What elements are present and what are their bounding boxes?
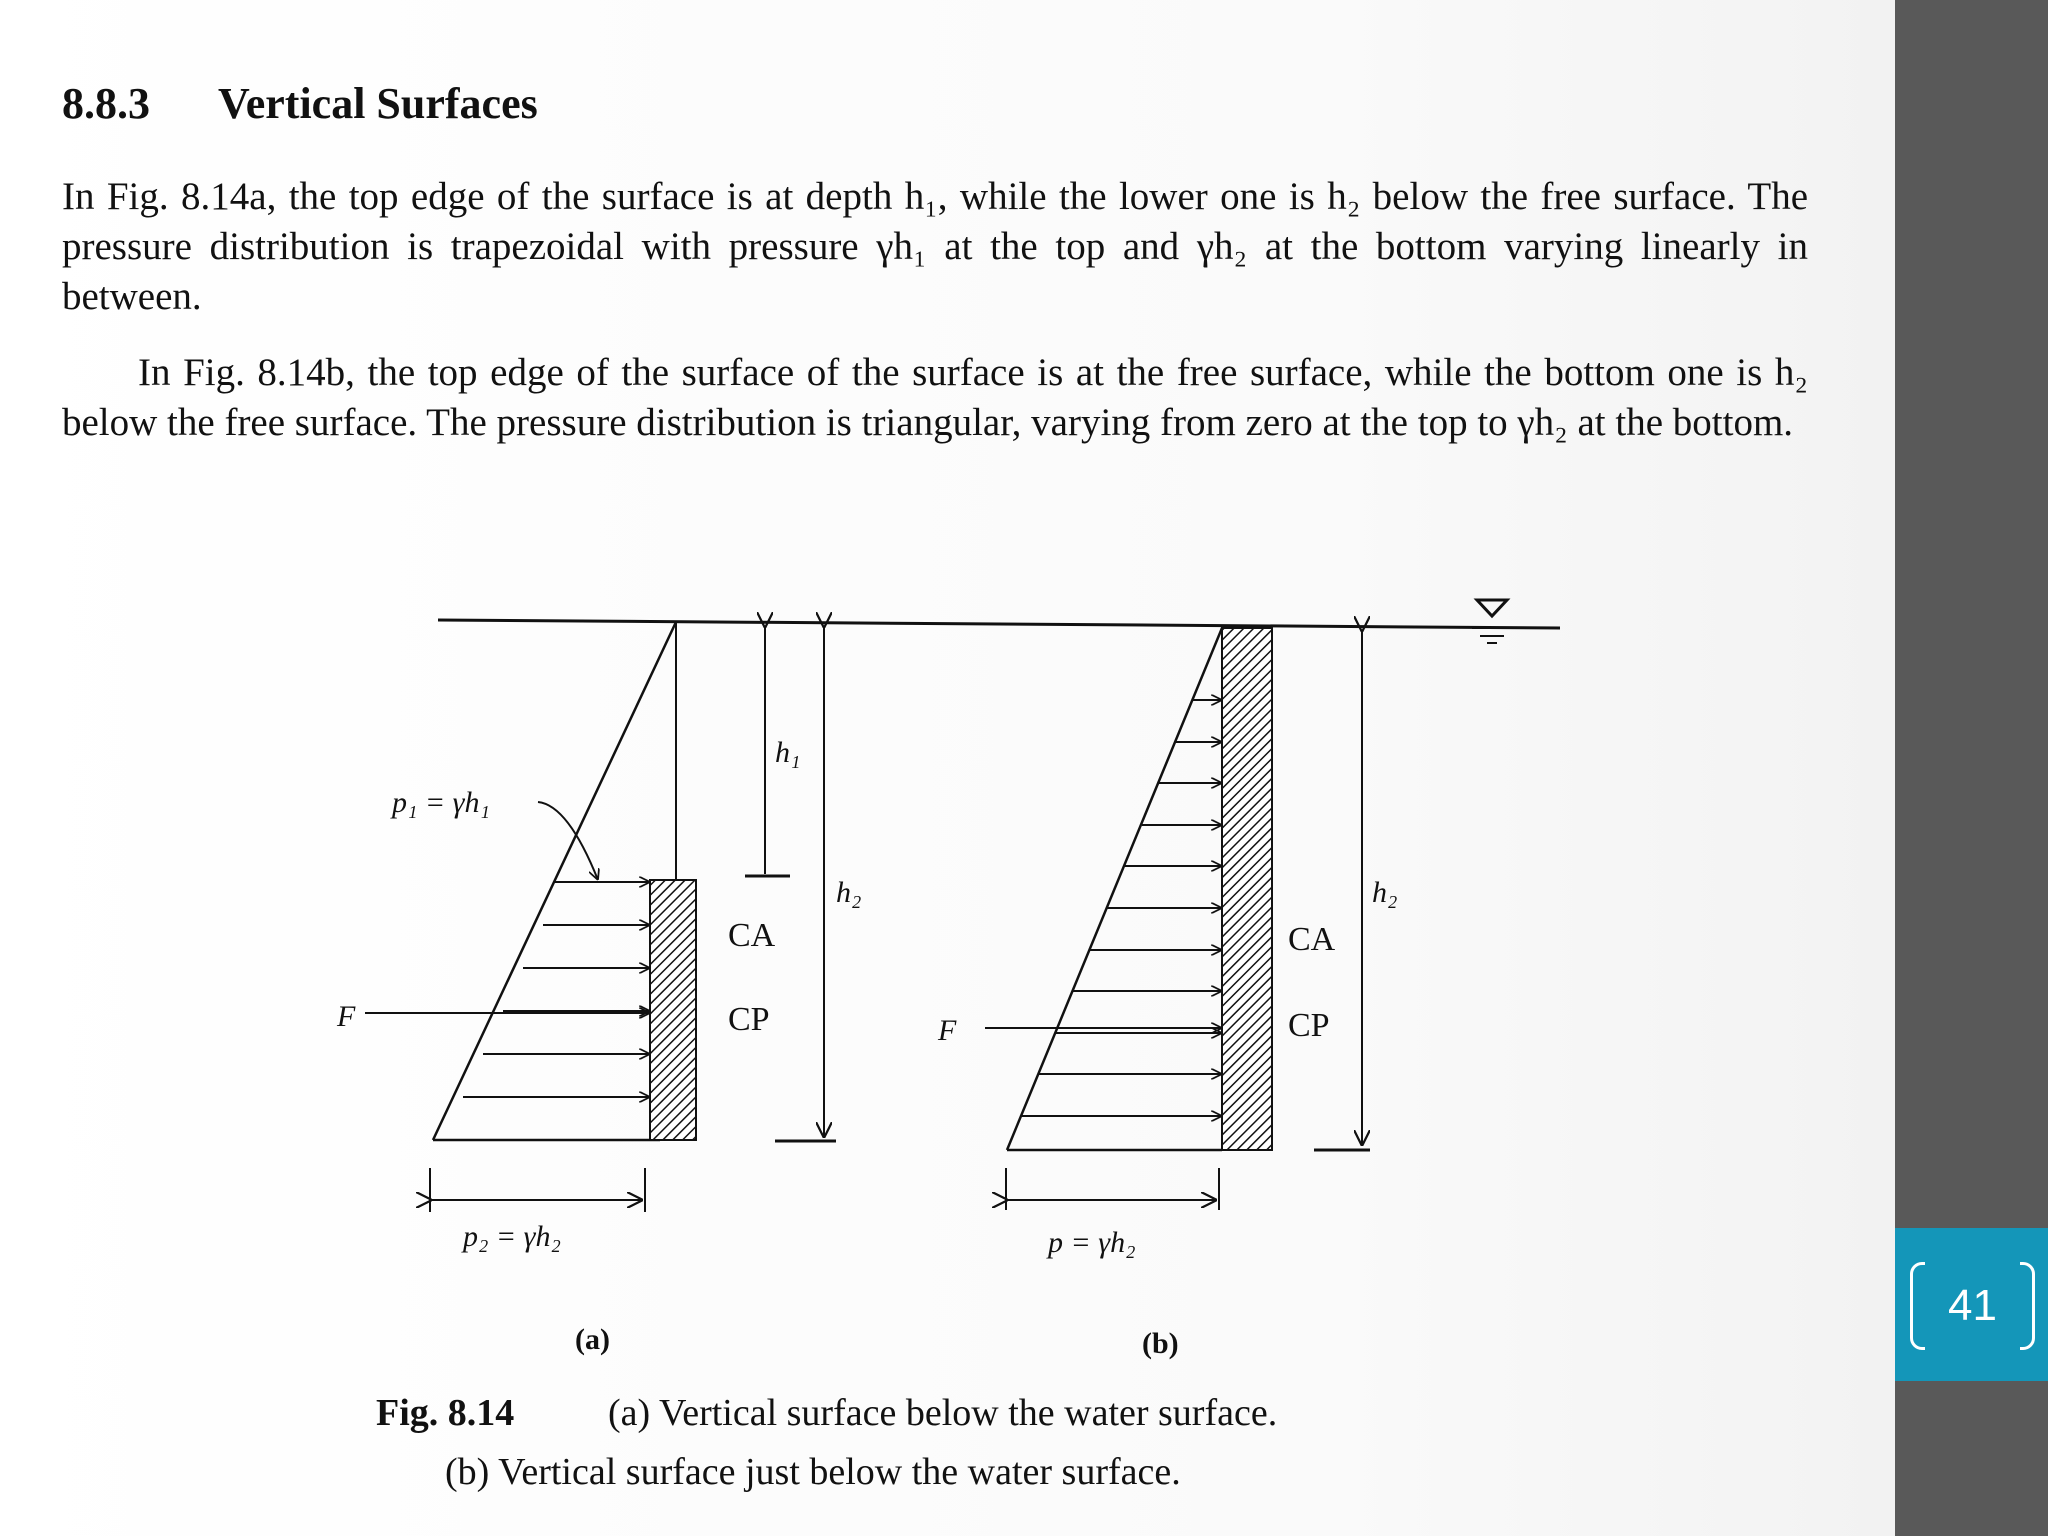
vertical-surface-b [1222,628,1272,1150]
p1-label: p₁ = γh₁ [392,786,490,819]
p1-leader-arrow [538,802,598,880]
force-label-a: F [337,1000,356,1033]
force-label-b: F [938,1014,957,1047]
vertical-surface-a [650,880,696,1140]
water-surface-symbol [1472,600,1512,643]
h1-label: h₁ [775,736,801,769]
pressure-triangle-b [1007,628,1222,1150]
free-surface-line [438,620,1560,628]
p2-dimension-a [430,1168,645,1212]
section-title: Vertical Surfaces [218,79,538,128]
h2-label-b: h₂ [1372,876,1398,909]
pressure-arrows-b [1021,700,1222,1116]
paragraph-fig-8-14b: In Fig. 8.14b, the top edge of the surface of the surface is at the free surface, while the bottom one is h₂ below the free surface. The pressure distribution is triangular, varying from zero at the top to γh₂ at the bottom. [62,351,1808,444]
cp-label-a: CP [728,1001,770,1038]
p-dimension-b [1006,1168,1219,1210]
h2-dimension-a [775,628,836,1141]
h2-dimension-b [1314,632,1370,1150]
figure-caption-label: Fig. 8.14 [376,1392,515,1434]
panel-b [937,628,1397,1360]
p-label-b: p = γh₂ [1048,1226,1136,1259]
panel-a [336,622,861,1356]
p2-label-a: p₂ = γh₂ [463,1220,561,1253]
ca-label-a: CA [728,917,776,954]
paragraph-fig-8-14a: In Fig. 8.14a, the top edge of the surface is at depth h₁, while the lower one is h₂ below the free surface. The pressure distribution is trapezoidal with pressure γh₁ at the top and γh₂ at the bottom varying linearly in between. [62,175,1808,318]
page-number: 41 [1948,1281,1997,1330]
cp-label-b: CP [1288,1007,1330,1044]
pressure-arrows-a [463,882,650,1097]
panel-a-label: (a) [575,1323,610,1356]
figure-caption-line-1: (a) Vertical surface below the water surface. [608,1392,1278,1434]
section-number: 8.8.3 [62,79,150,128]
h2-label-a: h₂ [836,876,862,909]
figure-caption-line-2: (b) Vertical surface just below the water surface. [445,1451,1181,1493]
ca-label-b: CA [1288,921,1336,958]
panel-b-label: (b) [1142,1327,1179,1360]
